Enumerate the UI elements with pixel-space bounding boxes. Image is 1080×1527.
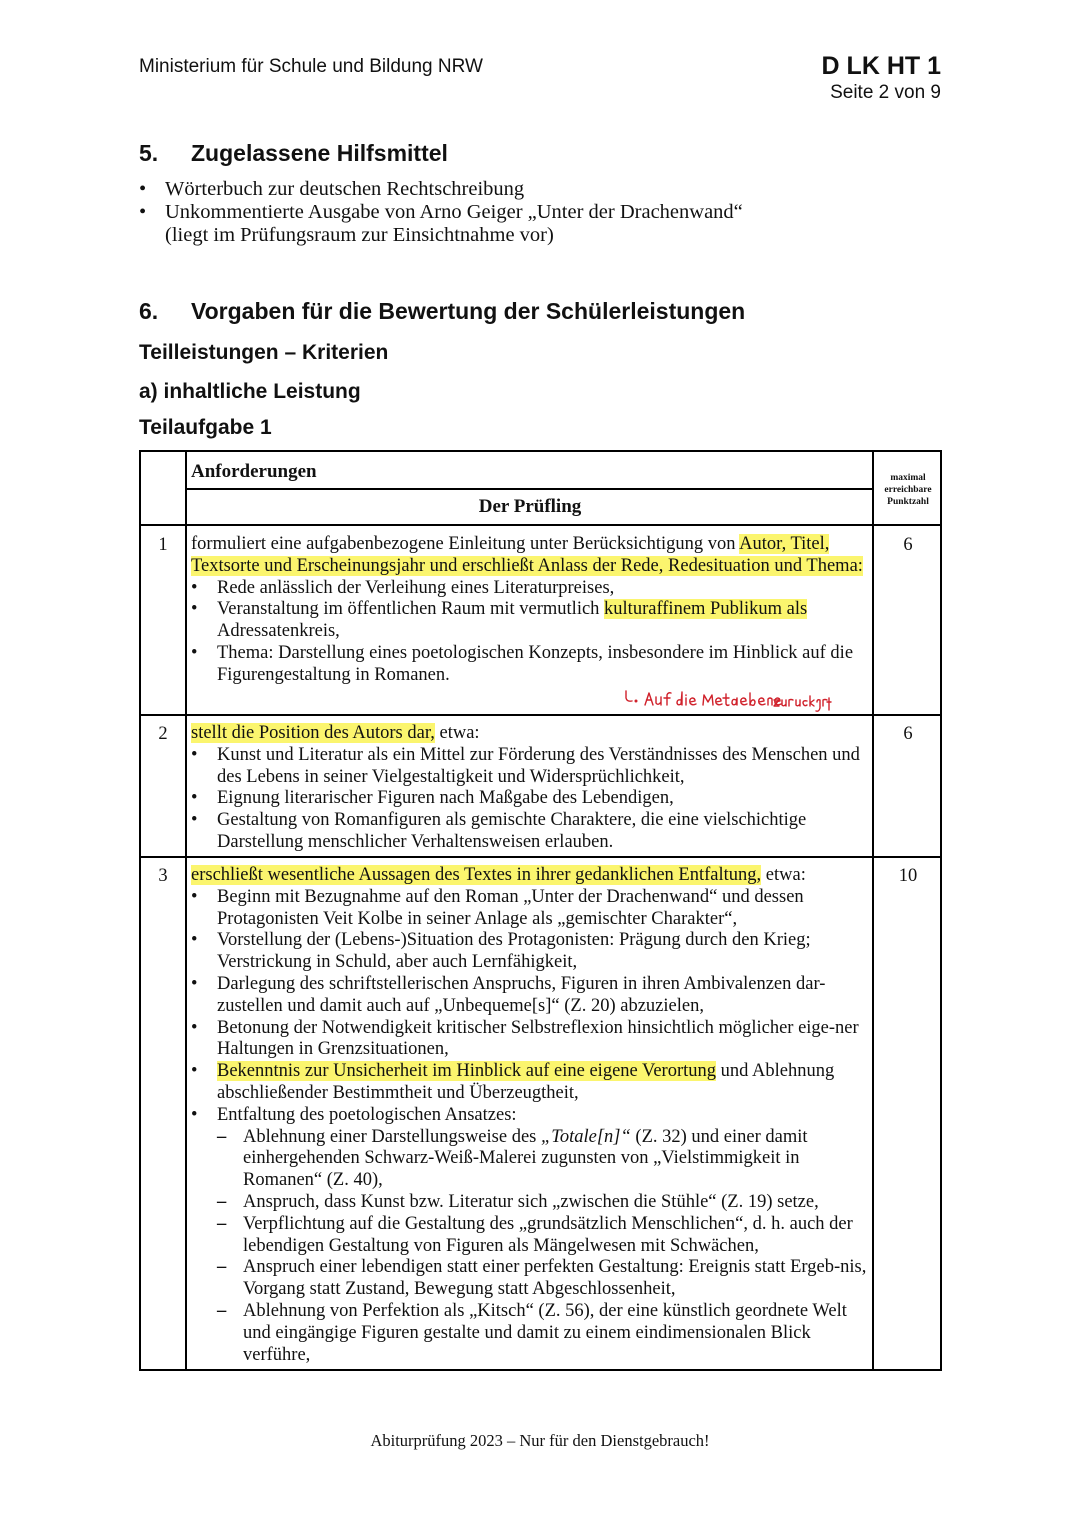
page-footer: Abiturprüfung 2023 – Nur für den Dienstgebrauch! bbox=[370, 1431, 710, 1450]
table-divider bbox=[872, 452, 874, 1369]
highlighted-text: Autor, Titel, Textsorte und Erscheinungsjahr und erschließt Anlass der Rede, Redesituation und Thema: bbox=[191, 534, 863, 576]
list-item: – Anspruch einer lebendigen statt einer perfekten Gestaltung: Ereignis statt Ergeb-nis, Vorgang statt Zustand, Bewegung statt Abgeschlossenheit, bbox=[217, 1257, 871, 1301]
table-divider bbox=[185, 452, 187, 1369]
list-item: • Gestaltung von Romanfiguren als gemischte Charaktere, die eine vielschichtige Darstellung menschlicher Verhaltensweisen erlauben. bbox=[191, 810, 871, 854]
document-code: D LK HT 1 bbox=[821, 52, 941, 80]
aid-item: • Unkommentierte Ausgabe von Arno Geiger „Unter der Drachenwand“ bbox=[139, 201, 743, 224]
table-row bbox=[191, 534, 871, 687]
highlighted-text: kulturaffinem Publikum als bbox=[604, 599, 808, 620]
row-number: 2 bbox=[158, 724, 168, 744]
dash-list bbox=[217, 1127, 871, 1367]
row-intro: stellt die Position des Autors dar, etwa: bbox=[191, 723, 480, 743]
section-5-number: 5. bbox=[139, 140, 159, 166]
list-item: – Ablehnung einer Darstellungsweise des „Totale[n]“ (Z. 32) und einer damit einhergehenden Schwarz-Weiß-Malerei zugunsten von „Vielstimmigkeit in Romanen“ (Z. 40), bbox=[217, 1127, 871, 1192]
list-item: – Verpflichtung auf die Gestaltung des „grundsätzlich Menschlichen“, d. h. auch der lebendigen Gestaltung von Figuren als Mängelwesen mit Schwächen, bbox=[217, 1214, 871, 1258]
page-number: Seite 2 von 9 bbox=[830, 82, 941, 103]
handwritten-annotation bbox=[772, 692, 832, 716]
list-item: • Rede anlässlich der Verleihung eines Literaturpreises, bbox=[191, 578, 871, 600]
row-points: 6 bbox=[903, 535, 913, 555]
list-item: • Veranstaltung im öffentlichen Raum mit vermutlich kulturaffinem Publikum als Adressatenkreis, bbox=[191, 599, 871, 643]
column-header-points: maximal erreichbare Punktzahl bbox=[884, 473, 932, 507]
bullet-list bbox=[191, 578, 871, 687]
highlighted-text: Bekenntnis zur Unsicherheit im Hinblick auf eine eigene Verortung bbox=[217, 1061, 717, 1082]
section-6-heading bbox=[139, 298, 745, 325]
list-item: • Thema: Darstellung eines poetologischen Konzepts, insbesondere im Hinblick auf die Figurengestaltung in Romanen. bbox=[191, 643, 871, 687]
table-row bbox=[191, 723, 871, 854]
section-5-heading bbox=[139, 140, 448, 167]
table-divider bbox=[141, 524, 940, 526]
row-number: 3 bbox=[158, 866, 168, 886]
column-header-requirements: Anforderungen bbox=[191, 461, 317, 482]
bullet-list bbox=[191, 887, 871, 1367]
bullet-list bbox=[191, 745, 871, 854]
row-points: 6 bbox=[903, 724, 913, 744]
subheading-content: a) inhaltliche Leistung bbox=[139, 380, 361, 403]
table-divider bbox=[141, 856, 940, 858]
list-item: • Darlegung des schriftstellerischen Anspruchs, Figuren in ihren Ambivalenzen dar-zustellen und damit auch auf „Unbequeme[s]“ (Z. 20) abzuzielen, bbox=[191, 974, 871, 1018]
row-intro: erschließt wesentliche Aussagen des Textes in ihrer gedanklichen Entfaltung, etwa: bbox=[191, 865, 806, 885]
list-item: • Beginn mit Bezugnahme auf den Roman „Unter der Drachenwand“ und dessen Protagonisten Veit Kolbe in seiner Anlage als „gemischter Charakter“, bbox=[191, 887, 871, 931]
table-row bbox=[191, 865, 871, 1366]
list-item: • Betonung der Notwendigkeit kritischer Selbstreflexion hinsichtlich möglicher eige-ner Haltungen in Grenzsituationen, bbox=[191, 1018, 871, 1062]
aid-item-continuation: (liegt im Prüfungsraum zur Einsichtnahme vor) bbox=[165, 224, 554, 246]
aids-list bbox=[139, 178, 743, 247]
highlighted-text: erschließt wesentliche Aussagen des Textes in ihrer gedanklichen Entfaltung, bbox=[191, 865, 762, 885]
subheading-criteria: Teilleistungen – Kriterien bbox=[139, 341, 389, 364]
aid-item: • Wörterbuch zur deutschen Rechtschreibung bbox=[139, 178, 743, 201]
section-5-title: Zugelassene Hilfsmittel bbox=[191, 140, 448, 166]
list-item: • Vorstellung der (Lebens-)Situation des Protagonisten: Prägung durch den Krieg; Verstrickung in Schuld, aber auch Lernfähigkeit, bbox=[191, 930, 871, 974]
row-number: 1 bbox=[158, 535, 168, 555]
row-intro: formuliert eine aufgabenbezogene Einleitung unter Berücksichtigung von Autor, Titel, Textsorte und Erscheinungsjahr und erschließt Anlass der Rede, Redesituation und Thema: bbox=[191, 534, 863, 576]
section-6-title: Vorgaben für die Bewertung der Schülerleistungen bbox=[191, 298, 746, 324]
list-item: – Anspruch, dass Kunst bzw. Literatur sich „zwischen die Stühle“ (Z. 19) setze, bbox=[217, 1192, 871, 1214]
list-item: • Kunst und Literatur als ein Mittel zur Förderung des Verständnisses des Menschen und des Lebens in seiner Vielgestaltigkeit und Widersprüchlichkeit, bbox=[191, 745, 871, 789]
list-item: • Entfaltung des poetologischen Ansatzes: – Ablehnung einer Darstellungsweise des „Totale[n]“ (Z. 32) und einer damit einhergehenden Schwarz-Weiß-Malerei zugunsten von „Vielstimmigkeit in Romanen“ (Z. 40), – Anspruch, dass Kunst bzw. Literatur sich „zwischen die Stühle“ (Z. 19) setze, – Verpflichtung auf die Gestaltung des „grundsätzlich Menschlichen“, d. h. auch der lebendigen Gestaltung von Figuren als Mängelwesen mit Schwächen, – Anspruch einer lebendigen statt einer perfekten Gestaltung: Ereignis statt Ergeb-nis, Vorgang statt Zustand, Bewegung statt Abgeschlossenheit, – Ablehnung von Perfektion als „Kitsch“ (Z. 56), der eine künstlich geordnete Welt und eingängige Figuren gestalte und damit zu einem eindimensionalen Blick verführe, bbox=[191, 1105, 871, 1367]
ministry-name: Ministerium für Schule und Bildung NRW bbox=[139, 56, 483, 77]
list-item: – Ablehnung von Perfektion als „Kitsch“ (Z. 56), der eine künstlich geordnete Welt und eingängige Figuren gestalte und damit zu einem eindimensionalen Blick verführe, bbox=[217, 1301, 871, 1366]
subheading-task: Teilaufgabe 1 bbox=[139, 416, 272, 439]
highlighted-text: stellt die Position des Autors dar, bbox=[191, 723, 435, 743]
criteria-table bbox=[139, 450, 942, 1371]
list-item: • Eignung literarischer Figuren nach Maßgabe des Lebendigen, bbox=[191, 788, 871, 810]
handwriting-image bbox=[772, 692, 832, 716]
table-divider bbox=[185, 488, 872, 490]
column-header-candidate: Der Prüfling bbox=[478, 496, 582, 517]
section-6-number: 6. bbox=[139, 298, 159, 324]
row-points: 10 bbox=[898, 866, 918, 886]
list-item: • Bekenntnis zur Unsicherheit im Hinblick auf eine eigene Verortung und Ablehnung abschließender Bestimmtheit und Überzeugtheit, bbox=[191, 1061, 871, 1105]
